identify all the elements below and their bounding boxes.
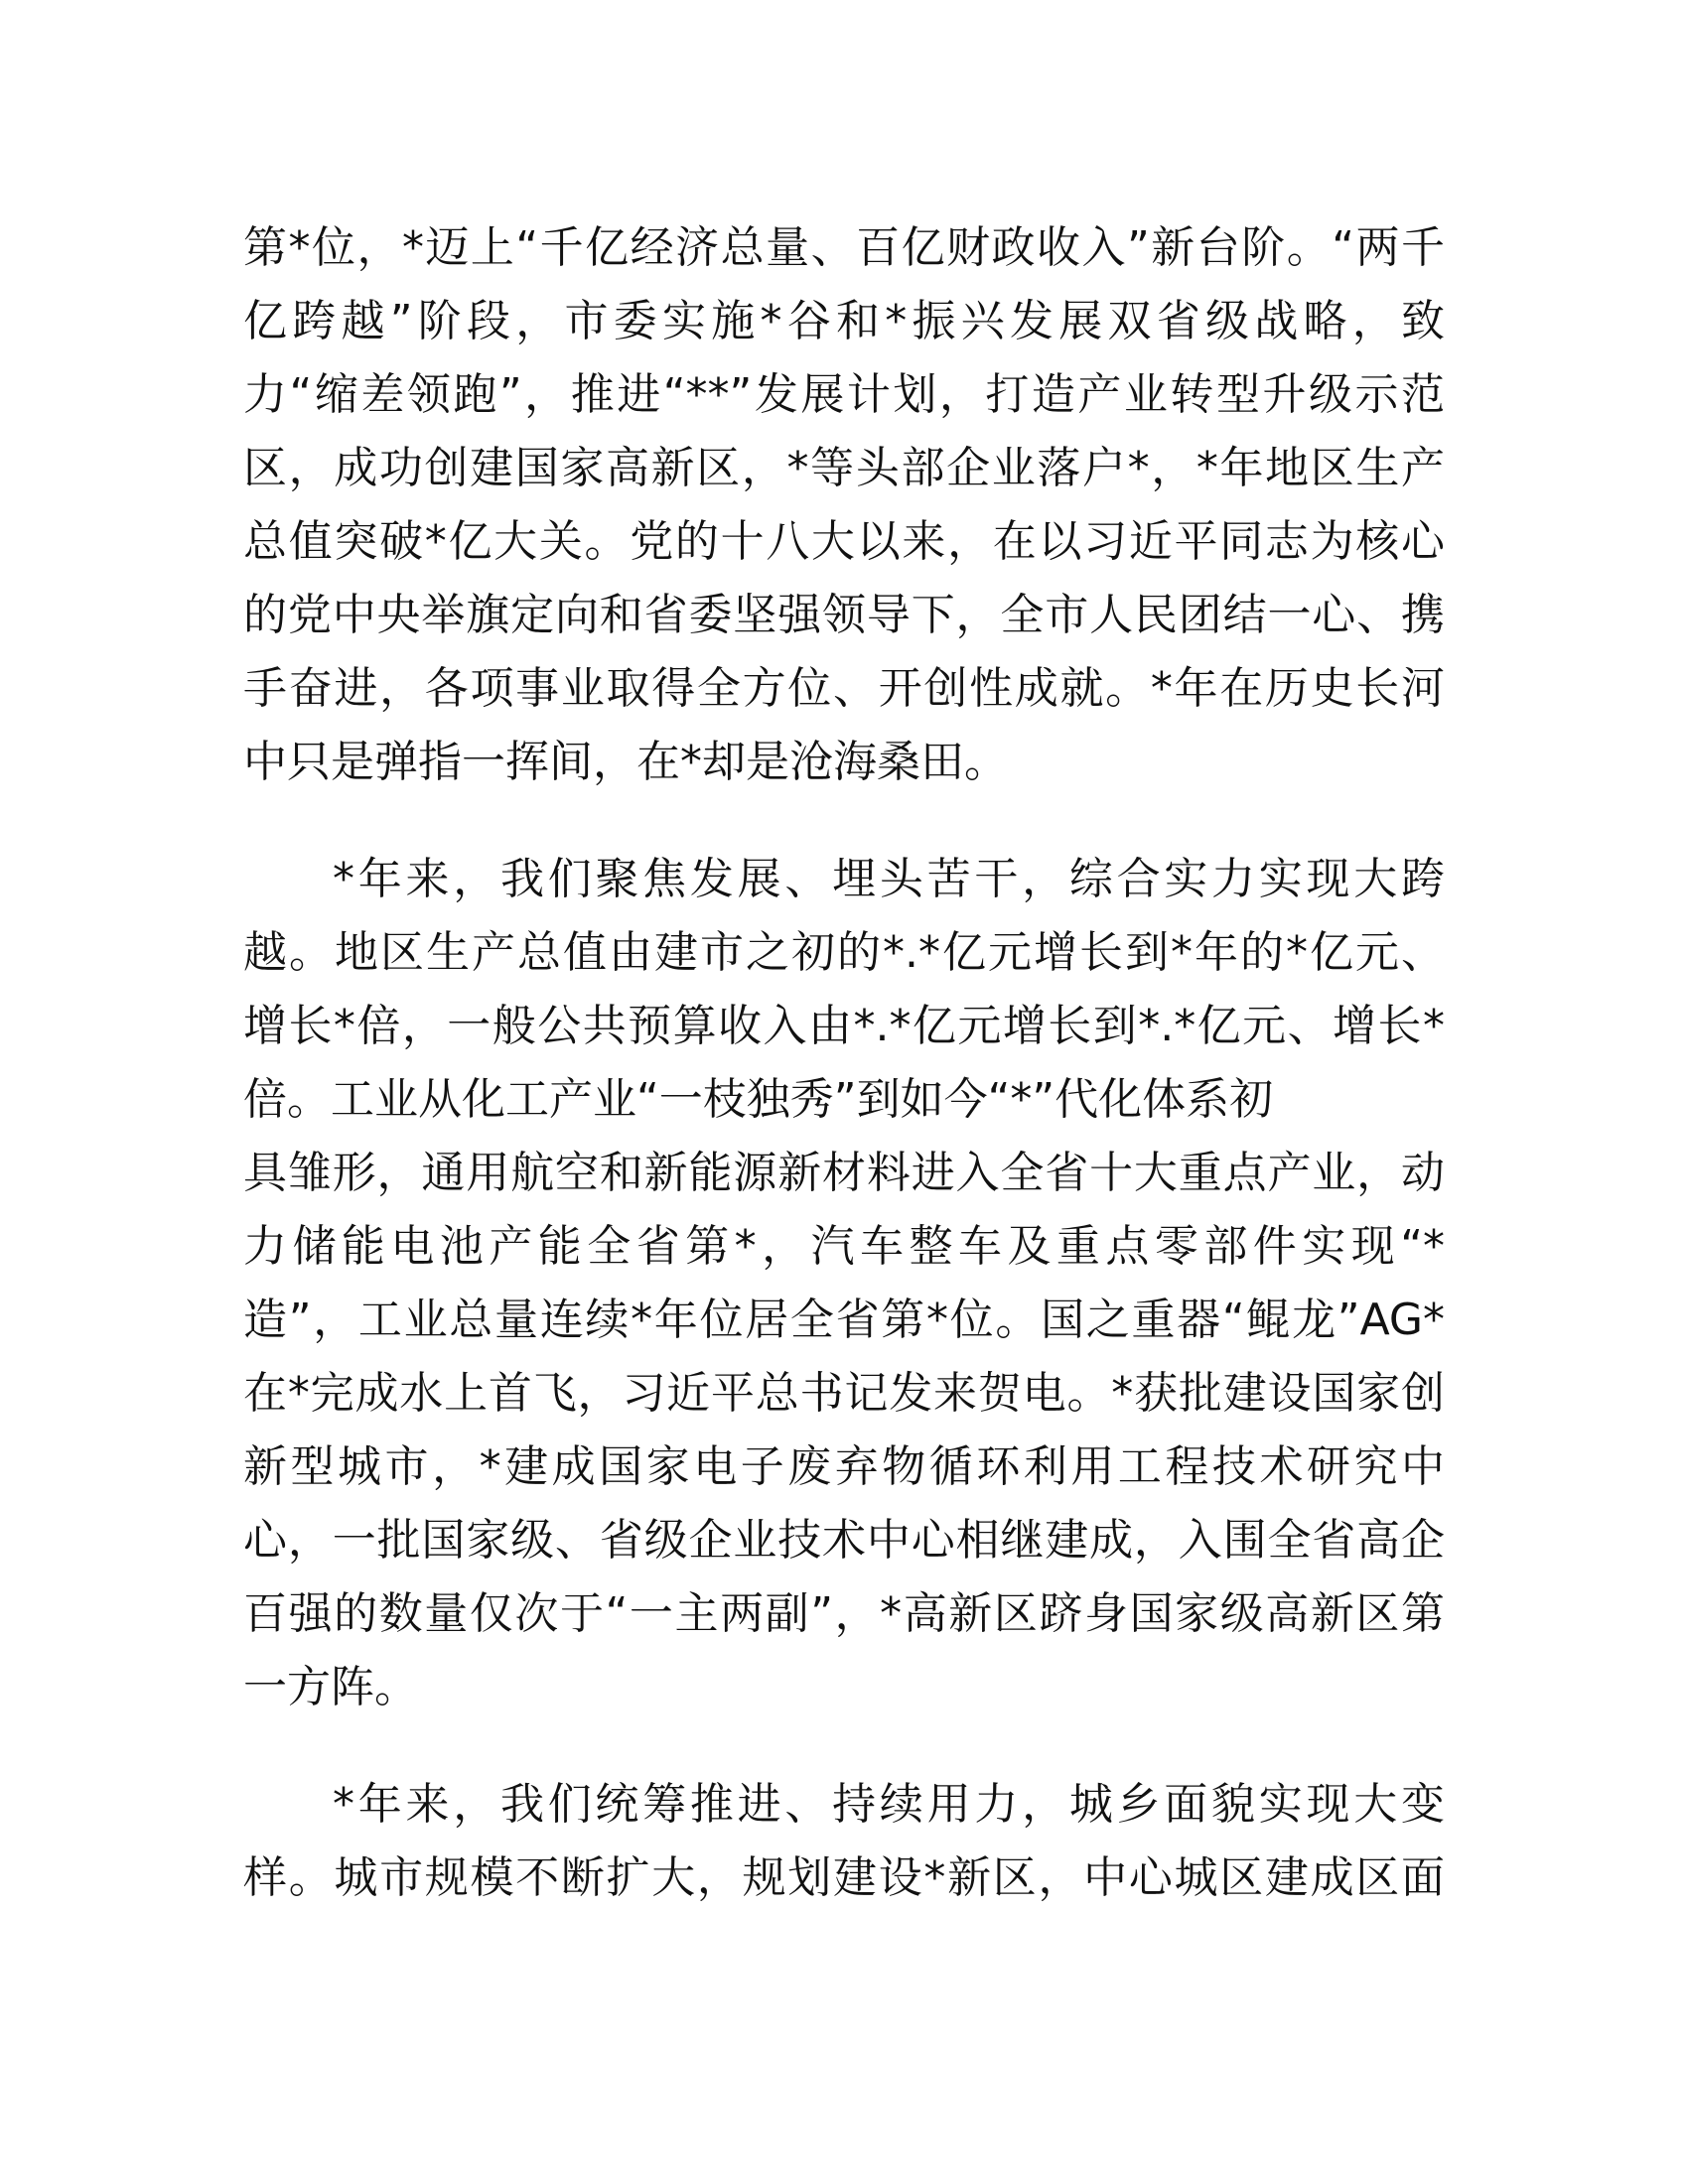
paragraph-line: 样。城市规模不断扩大，规划建设*新区，中心城区建成区面 [243, 1852, 1445, 1903]
paragraph-line: 具雏形，通用航空和新能源新材料进入全省十大重点产业，动 [243, 1148, 1445, 1198]
paragraph-line: 手奋进，各项事业取得全方位、开创性成就。*年在历史长河 [243, 663, 1445, 714]
paragraph-line: 越。地区生产总值由建市之初的*.*亿元增长到*年的*亿元、 [243, 927, 1445, 978]
paragraph-line: 百强的数量仅次于“一主两副”，*高新区跻身国家级高新区第 [243, 1588, 1445, 1639]
paragraph-line: 在*完成水上首飞，习近平总书记发来贺电。*获批建设国家创 [243, 1368, 1445, 1419]
paragraph-line: *年来，我们统筹推进、持续用力，城乡面貌实现大变 [333, 1779, 1445, 1830]
paragraph-line: 增长*倍，一般公共预算收入由*.*亿元增长到*.*亿元、增长* [243, 1001, 1445, 1051]
paragraph-line: 一方阵。 [243, 1662, 418, 1712]
paragraph-line: 力“缩差领跑”，推进“**”发展计划，打造产业转型升级示范 [243, 369, 1445, 420]
paragraph-line: 力储能电池产能全省第*，汽车整车及重点零部件实现“* [243, 1221, 1445, 1272]
paragraph-line: 造”，工业总量连续*年位居全省第*位。国之重器“鲲龙”AG* [243, 1295, 1445, 1345]
paragraph-line: *年来，我们聚焦发展、埋头苦干，综合实力实现大跨 [333, 854, 1445, 904]
paragraph-line: 心，一批国家级、省级企业技术中心相继建成，入围全省高企 [243, 1515, 1445, 1566]
paragraph-line: 总值突破*亿大关。党的十八大以来，在以习近平同志为核心 [243, 516, 1445, 567]
paragraph-line: 倍。工业从化工产业“一枝独秀”到如今“*”代化体系初 [243, 1074, 1274, 1125]
paragraph-line: 区，成功创建国家高新区，*等头部企业落户*，*年地区生产 [243, 443, 1445, 493]
paragraph-line: 亿跨越”阶段，市委实施*谷和*振兴发展双省级战略，致 [243, 296, 1445, 346]
paragraph-line: 新型城市，*建成国家电子废弃物循环利用工程技术研究中 [243, 1441, 1445, 1492]
paragraph-line: 的党中央举旗定向和省委坚强领导下，全市人民团结一心、携 [243, 590, 1445, 640]
paragraph-line: 第*位，*迈上“千亿经济总量、百亿财政收入”新台阶。“两千 [243, 222, 1445, 273]
paragraph-line: 中只是弹指一挥间，在*却是沧海桑田。 [243, 737, 1008, 787]
